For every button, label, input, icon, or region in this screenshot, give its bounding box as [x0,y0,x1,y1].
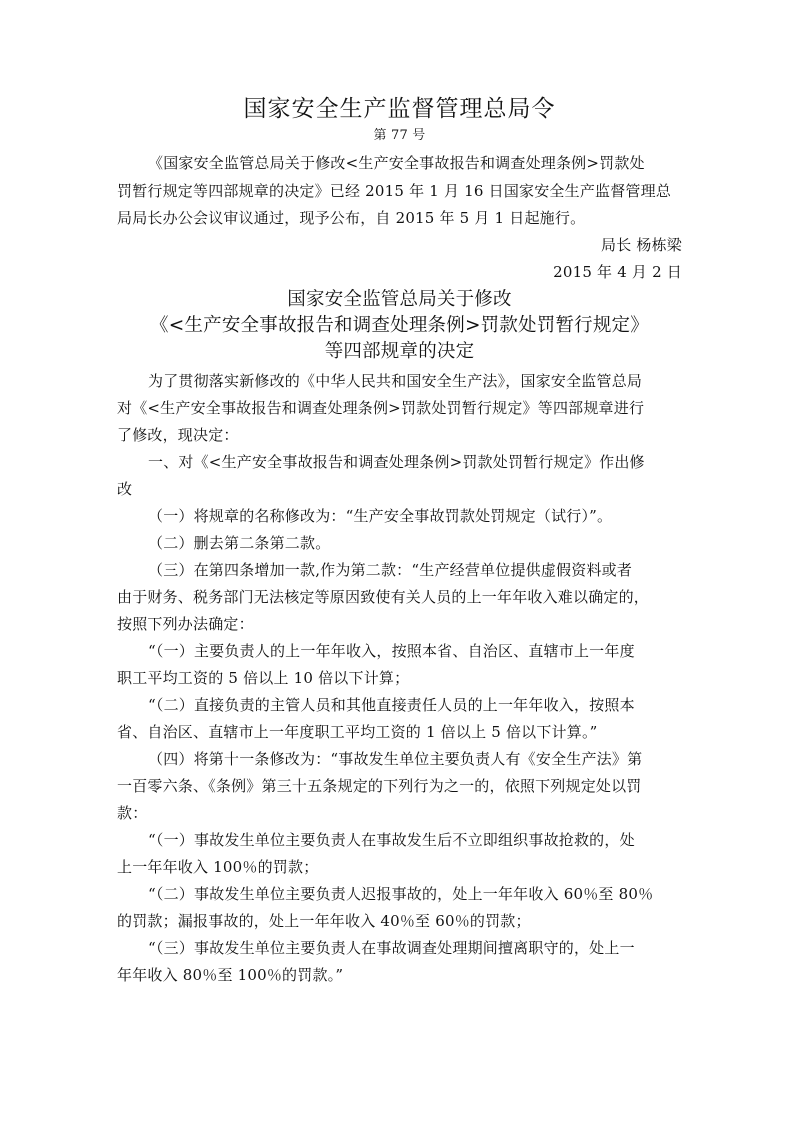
body-line: （一）将规章的名称修改为：“生产安全事故罚款处罚规定（试行）”。 [148,507,613,525]
body-line: 年年收入 80％至 100％的罚款。” [117,966,344,984]
order-title: 国家安全生产监督管理总局令 [243,96,556,122]
decision-title-line: 等四部规章的决定 [324,341,475,362]
body-line: 的罚款；漏报事故的，处上一年年收入 40％至 60％的罚款； [117,912,531,930]
preamble-line: 罚暂行规定等四部规章的决定》已经 2015 年 1 月 16 日国家安全生产监督管理总 [117,182,672,200]
body-line: （二）删去第二条第二款。 [148,534,331,552]
body-line: “（二）事故发生单位主要负责人迟报事故的，处上一年年收入 60％至 80％ [148,885,654,903]
body-line: 了修改，现决定： [117,426,239,444]
body-line: 省、自治区、直辖市上一年度职工平均工资的 1 倍以上 5 倍以下计算。” [117,723,598,741]
order-number: 第 77 号 [373,128,426,143]
body-line: 上一年年收入 100％的罚款； [117,858,319,876]
body-line: （三）在第四条增加一款,作为第二款：“生产经营单位提供虚假资料或者 [148,561,633,579]
preamble-line: 《国家安全监管总局关于修改<生产安全事故报告和调查处理条例>罚款处 [148,154,645,172]
body-line: 一、对《<生产安全事故报告和调查处理条例>罚款处罚暂行规定》作出修 [148,453,645,471]
body-line: （四）将第十一条修改为：“事故发生单位主要负责人有《安全生产法》第 [148,750,643,768]
decision-title-line: 《<生产安全事故报告和调查处理条例>罚款处罚暂行规定》 [150,315,649,336]
body-line: “（三）事故发生单位主要负责人在事故调查处理期间擅离职守的，处上一 [148,939,635,957]
body-line: 一百零六条、《条例》第三十五条规定的下列行为之一的，依照下列规定处以罚 [117,777,642,795]
body-line: 对《<生产安全事故报告和调查处理条例>罚款处罚暂行规定》等四部规章进行 [117,399,645,417]
decision-title-line: 国家安全监管总局关于修改 [287,289,512,310]
preamble-line: 局局长办公会议审议通过，现予公布，自 2015 年 5 月 1 日起施行。 [117,209,586,227]
sign-date: 2015 年 4 月 2 日 [553,263,682,281]
body-line: “（二）直接负责的主管人员和其他直接责任人员的上一年年收入，按照本 [148,696,635,714]
signatory: 局长 杨栋梁 [601,236,682,254]
body-line: 由于财务、税务部门无法核定等原因致使有关人员的上一年年收入难以确定的， [117,588,650,606]
body-line: “（一）事故发生单位主要负责人在事故发生后不立即组织事故抢救的，处 [148,831,635,849]
body-line: 改 [117,480,133,498]
body-line: 为了贯彻落实新修改的《中华人民共和国安全生产法》，国家安全监管总局 [148,372,643,390]
body-line: 职工平均工资的 5 倍以上 10 倍以下计算； [117,669,410,687]
body-line: “（一）主要负责人的上一年年收入，按照本省、自治区、直辖市上一年度 [148,642,635,660]
body-line: 按照下列办法确定： [117,615,254,633]
body-line: 款： [117,804,148,822]
